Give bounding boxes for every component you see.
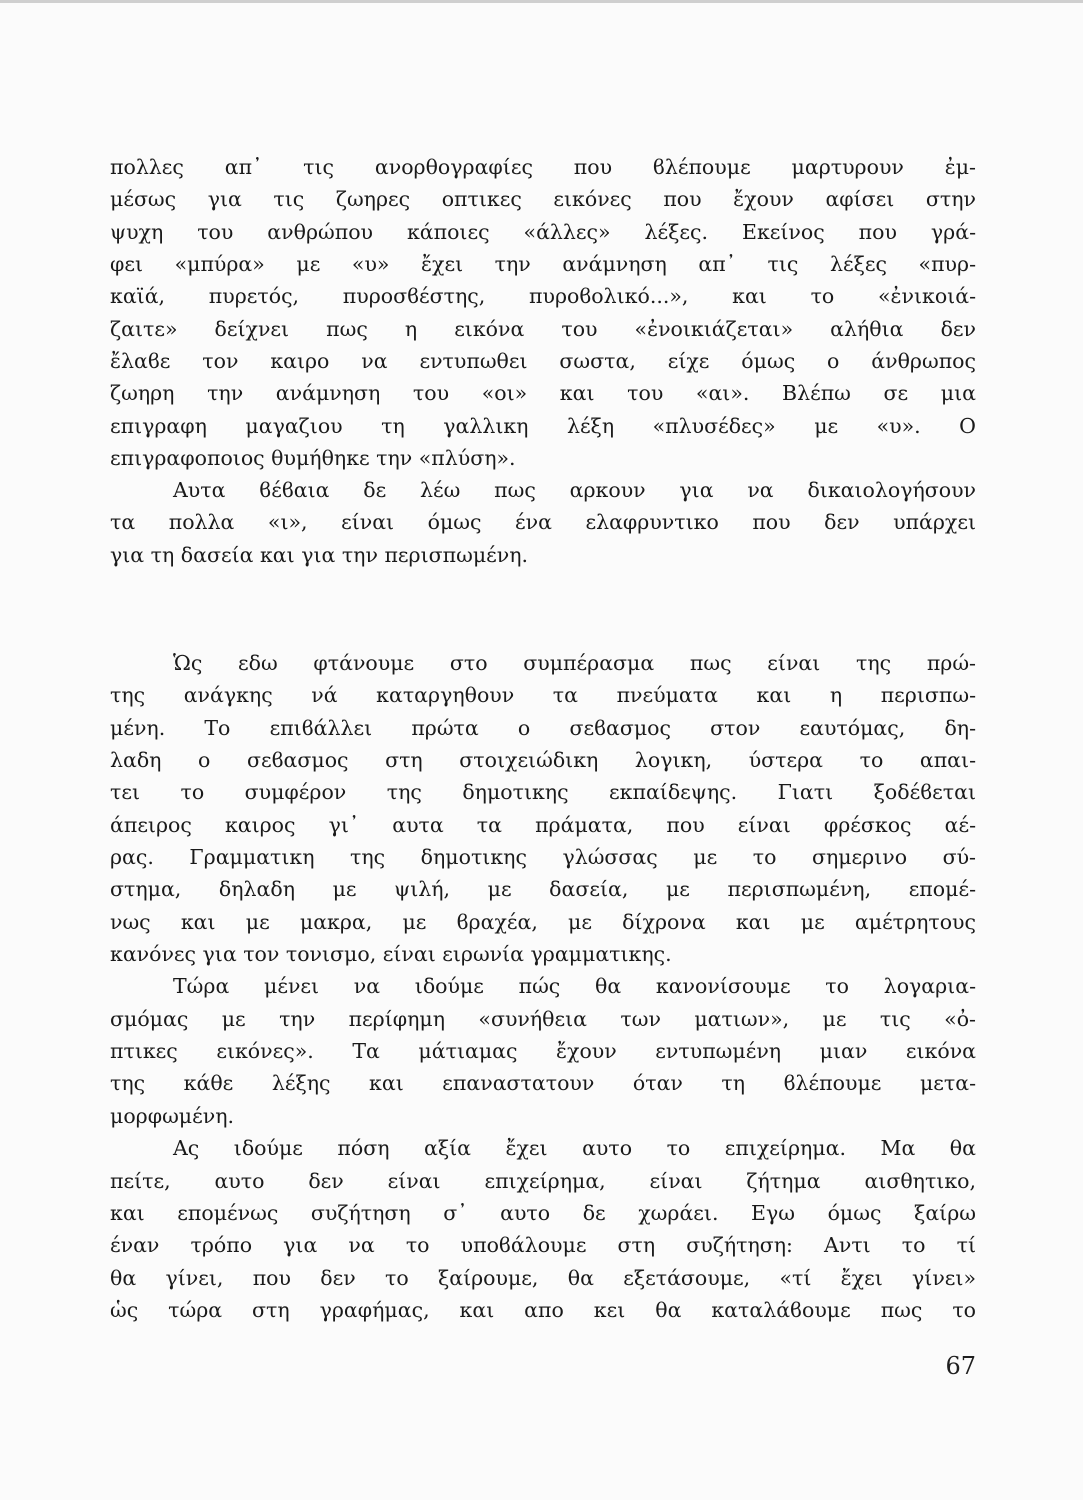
text-line: ζωηρη την ανάμνηση του «οι» και του «αι». Βλέπω σε μια <box>110 381 976 406</box>
text-line: πολλες απ᾽ τις ανορθογραφίες που ϐλέπουμε μαρτυρουν ἐμ- <box>110 155 976 179</box>
text-line: επιγραφη μαγαζιου τη γαλλικη λέξη «πλυσέδες» με «υ». Ο <box>110 413 976 438</box>
page-number: 67 <box>945 1352 976 1380</box>
text-line: ἔλαϐε τον καιρο να εντυπωθει σωστα, είχε όμως ο άνθρωπος <box>110 349 976 374</box>
page-top-edge <box>0 0 1083 3</box>
text-line: και επομένως συζήτηση σ᾽ αυτο δε χωράει. Εγω όμως ξαίρω <box>110 1200 976 1225</box>
text-line: καϊά, πυρετός, πυροσϐέστης, πυροϐολικό...», και το «ἐνικοιά- <box>110 284 976 309</box>
text-line: άπειρος καιρος γι᾽ αυτα τα πράματα, που είναι φρέσκος αέ- <box>110 812 976 837</box>
text-line: Αυτα ϐέϐαια δε λέω πως αρκουν για να δικαιολογήσουν <box>173 478 976 502</box>
text-line: μορφωμένη. <box>110 1103 234 1128</box>
paragraph <box>110 151 976 474</box>
text-line: πείτε, αυτο δεν είναι επιχείρημα, είναι ζήτημα αισθητικο, <box>110 1168 976 1193</box>
text-line: της ανάγκης νά καταργηθουν τα πνεύματα και η περισπω- <box>110 683 976 708</box>
text-line: της κάθε λέξης και επαναστατουν όταν τη ϐλέπουμε μετα- <box>110 1071 976 1096</box>
text-line: τει το συμφέρον της δημοτικης εκπαίδεψης. Γιατι ξοδέϐεται <box>110 780 976 805</box>
text-line: Ας ιδούμε πόση αξία ἔχει αυτο το επιχείρημα. Μα θα <box>173 1136 976 1161</box>
text-line: μέσως για τις ζωηρες οπτικες εικόνες που ἔχουν αφίσει στην <box>110 187 976 212</box>
text-line: λαδη ο σεϐασμος στη στοιχειώδικη λογικη, ύστερα το απαι- <box>110 748 976 773</box>
text-line: νως και με μακρα, με ϐραχέα, με δίχρονα και με αμέτρητους <box>110 909 976 934</box>
text-line: για τη δασεία και για την περισπωμένη. <box>110 542 529 567</box>
text-line: επιγραφοποιος θυμήθηκε την «πλύση». <box>110 446 516 471</box>
text-line: μένη. Το επιϐάλλει πρώτα ο σεϐασμος στον εαυτόμας, δη- <box>110 715 976 740</box>
text-line: ὡς τώρα στη γραφήμας, και απο κει θα καταλάϐουμε πως το <box>110 1297 976 1322</box>
text-line: τα πολλα «ι», είναι όμως ένα ελαφρυντικο που δεν υπάρχει <box>110 510 976 535</box>
paragraph <box>110 474 976 571</box>
text-line: ψυχη του ανθρώπου κάποιες «άλλες» λέξες. Εκείνος που γρά- <box>110 219 976 244</box>
text-line: ρας. Γραμματικη της δημοτικης γλώσσας με το σημερινο σύ- <box>110 845 976 870</box>
text-line: έναν τρόπο για να το υποϐάλουμε στη συζήτηση: Αντι το τί <box>110 1233 976 1258</box>
text-line: κανόνες για τον τονισμο, είναι ειρωνία γραμματικης. <box>110 942 672 967</box>
text-line: Ὡς εδω φτάνουμε στο συμπέρασμα πως είναι της πρώ- <box>173 651 976 675</box>
text-line: ζαιτε» δείχνει πως η εικόνα του «ἐνοικιάζεται» αλήθια δεν <box>110 316 976 341</box>
text-line: φει «μπύρα» με «υ» ἔχει την ανάμνηση απ᾽ τις λέξες «πυρ- <box>110 252 976 277</box>
text-line: Τώρα μένει να ιδούμε πώς θα κανονίσουμε το λογαρια- <box>173 974 976 999</box>
text-line: θα γίνει, που δεν το ξαίρουμε, θα εξετάσουμε, «τί ἔχει γίνει» <box>110 1265 976 1290</box>
text-line: σμόμας με την περίφημη «συνήθεια των ματιων», με τις «ὀ- <box>110 1006 976 1031</box>
paragraph <box>110 647 976 1326</box>
text-line: πτικες εικόνες». Τα μάτιαμας ἔχουν εντυπωμένη μιαν εικόνα <box>110 1039 976 1064</box>
text-line: στημα, δηλαδη με ψιλή, με δασεία, με περισπωμένη, επομέ- <box>110 877 976 902</box>
